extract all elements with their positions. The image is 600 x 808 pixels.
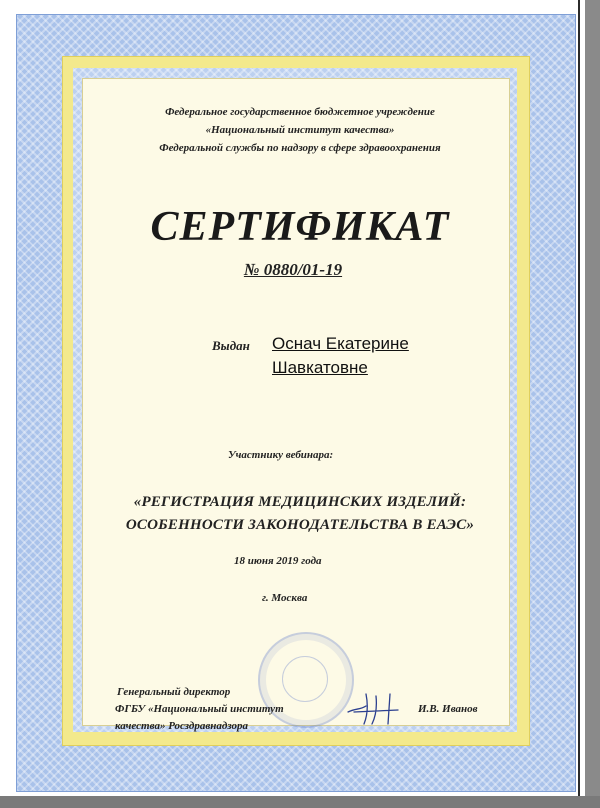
signatory-name: И.В. Иванов [418, 703, 478, 715]
signatory-position-line-1: Генеральный директор [117, 686, 231, 698]
header-line-1: Федеральное государственное бюджетное учреждение [165, 106, 435, 118]
viewer-bottom-margin [0, 796, 600, 808]
event-title-line-2: ОСОБЕННОСТИ ЗАКОНОДАТЕЛЬСТВА В ЕАЭС» [125, 517, 475, 533]
recipient-name-line-1: Оснач Екатерине [272, 334, 409, 353]
certificate-title: СЕРТИФИКАТ [150, 204, 450, 250]
scan-edge-line [578, 0, 580, 798]
certificate-number: № 0880/01-19 [243, 260, 343, 279]
header-line-2: «Национальный институт качества» [205, 124, 395, 136]
city: г. Москва [262, 592, 308, 604]
handwritten-signature [346, 690, 406, 726]
viewer-right-margin [585, 0, 600, 808]
signatory-position-line-2: ФГБУ «Национальный институт [115, 703, 284, 715]
recipient-name-line-2: Шавкатовне [272, 358, 368, 377]
event-title-line-1: «РЕГИСТРАЦИЯ МЕДИЦИНСКИХ ИЗДЕЛИЙ: [133, 494, 467, 510]
header-line-3: Федеральной службы по надзору в сфере здравоохранения [159, 142, 441, 154]
certificate-paper [82, 78, 510, 726]
signatory-position-line-3: качества» Росздравнадзора [115, 720, 248, 732]
event-date: 18 июня 2019 года [234, 555, 322, 567]
participant-label: Участнику вебинара: [228, 449, 334, 461]
issued-label: Выдан [212, 338, 250, 353]
stamp-emblem [282, 656, 328, 702]
